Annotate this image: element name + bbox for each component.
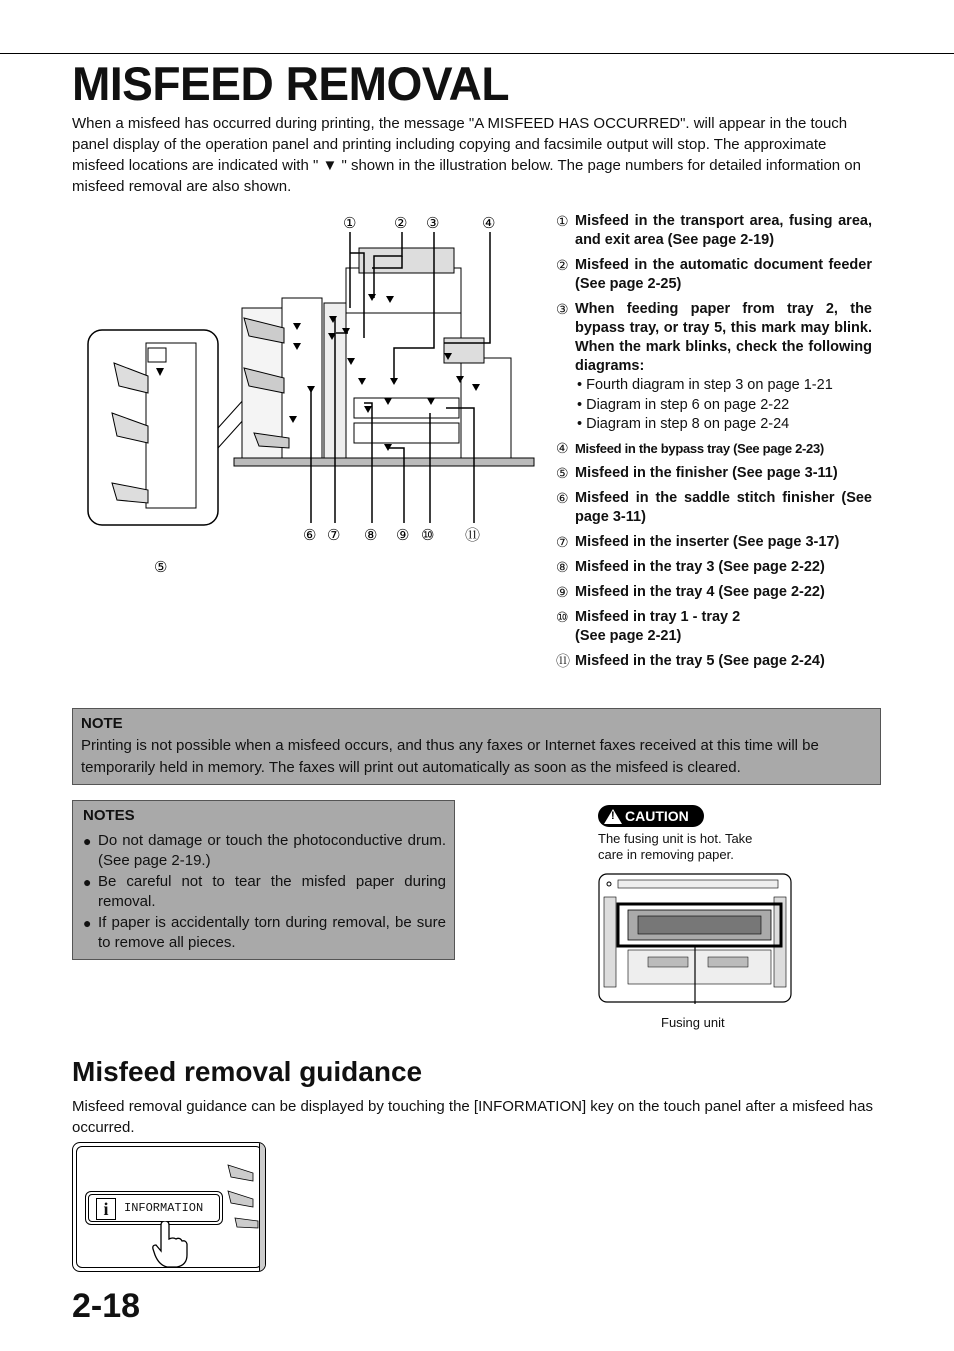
intro-paragraph: When a misfeed has occurred during printing, the message "A MISFEED HAS OCCURRED". will appear in the touch panel display of the operation panel and printing including copying and facsimile output will stop. The approximate misfeed locations are indicated with " ▼ " shown in the illustration below. The page numbers for detailed information on misfeed removal are also shown. <box>72 115 861 195</box>
pointing-hand-icon <box>151 1221 191 1269</box>
warning-icon <box>604 809 622 824</box>
information-key-label: INFORMATION <box>124 1201 204 1215</box>
information-key[interactable] <box>85 1191 223 1225</box>
info-icon: i <box>96 1198 116 1220</box>
callout-11: ⑪ <box>465 527 481 544</box>
machine-diagram <box>84 208 544 578</box>
notes-item: ● Do not damage or touch the photoconductive drum. (See page 2-19.) <box>83 831 446 869</box>
section-title: Misfeed removal guidance <box>72 1056 423 1087</box>
legend-item: ① Misfeed in the transport area, fusing area, and exit area (See page 2-19) <box>556 213 872 248</box>
callout-9: ⑨ <box>396 527 410 544</box>
misfeed-legend <box>556 212 872 677</box>
legend-item: ⑤ Misfeed in the finisher (See page 3-11) <box>556 464 838 481</box>
legend-subitem: • Diagram in step 8 on page 2-24 <box>577 415 872 435</box>
callout-3: ③ <box>426 215 440 232</box>
legend-item: ② Misfeed in the automatic document feeder (See page 2-25) <box>556 257 872 292</box>
callout-6: ⑥ <box>303 527 317 544</box>
caution-badge: ! CAUTION <box>598 805 704 827</box>
legend-item: ⑨ Misfeed in the tray 4 (See page 2-22) <box>556 583 825 600</box>
legend-item: ⑩ Misfeed in tray 1 - tray 2 (See page 2-21) <box>556 608 741 644</box>
tray-icon <box>223 1153 263 1233</box>
page-title: MISFEED REMOVAL <box>72 57 510 110</box>
callout-10: ⑩ <box>421 527 435 544</box>
note-title: NOTE <box>81 715 123 732</box>
notes-item: ● Be careful not to tear the misfed paper during removal. <box>83 872 446 910</box>
legend-subitem: • Fourth diagram in step 3 on page 1-21 <box>577 376 872 396</box>
legend-item: ⑥ Misfeed in the saddle stitch finisher (See page 3-11) <box>556 489 872 525</box>
notes-box <box>72 800 455 960</box>
callout-1: ① <box>343 215 357 232</box>
legend-item: ⑪ Misfeed in the tray 5 (See page 2-24) <box>556 652 825 669</box>
callout-2: ② <box>394 215 408 232</box>
callout-4: ④ <box>482 215 496 232</box>
notes-item: ● If paper is accidentally torn during removal, be sure to remove all pieces. <box>83 913 446 951</box>
note-text: Printing is not possible when a misfeed occurs, and thus any faxes or Internet faxes received at this time will be temporarily held in memory. The faxes will print out automatically as soon as the misfeed is cleared. <box>81 737 819 776</box>
fusing-unit-illustration <box>598 872 794 1004</box>
legend-item: ⑧ Misfeed in the tray 3 (See page 2-22) <box>556 558 825 575</box>
callout-5: ⑤ <box>154 559 168 576</box>
legend-item: ④ Misfeed in the bypass tray (See page 2-23) <box>556 439 824 456</box>
touch-panel-illustration <box>72 1142 266 1272</box>
page-number: 2-18 <box>72 1287 141 1325</box>
legend-item: ③ When feeding paper from tray 2, the bypass tray, or tray 5, this mark may blink. When the mark blinks, check the following diagrams: • Fourth diagram in step 3 on page 1-21 • Diagram in step 6 on page 2-22 • Diagram in step 8 on page 2-24 <box>556 300 872 435</box>
notes-title: NOTES <box>83 807 135 824</box>
fusing-unit-label: Fusing unit <box>661 1015 725 1030</box>
callout-8: ⑧ <box>364 527 378 544</box>
legend-subitem: • Diagram in step 6 on page 2-22 <box>577 396 872 416</box>
guidance-paragraph: Misfeed removal guidance can be displayed by touching the [INFORMATION] key on the touch panel after a misfeed has occurred. <box>72 1098 873 1136</box>
caution-text: The fusing unit is hot. Take care in removing paper. <box>598 831 753 862</box>
callout-7: ⑦ <box>327 527 341 544</box>
top-rule <box>0 53 954 54</box>
legend-item: ⑦ Misfeed in the inserter (See page 3-17) <box>556 533 840 550</box>
note-box <box>72 708 881 785</box>
